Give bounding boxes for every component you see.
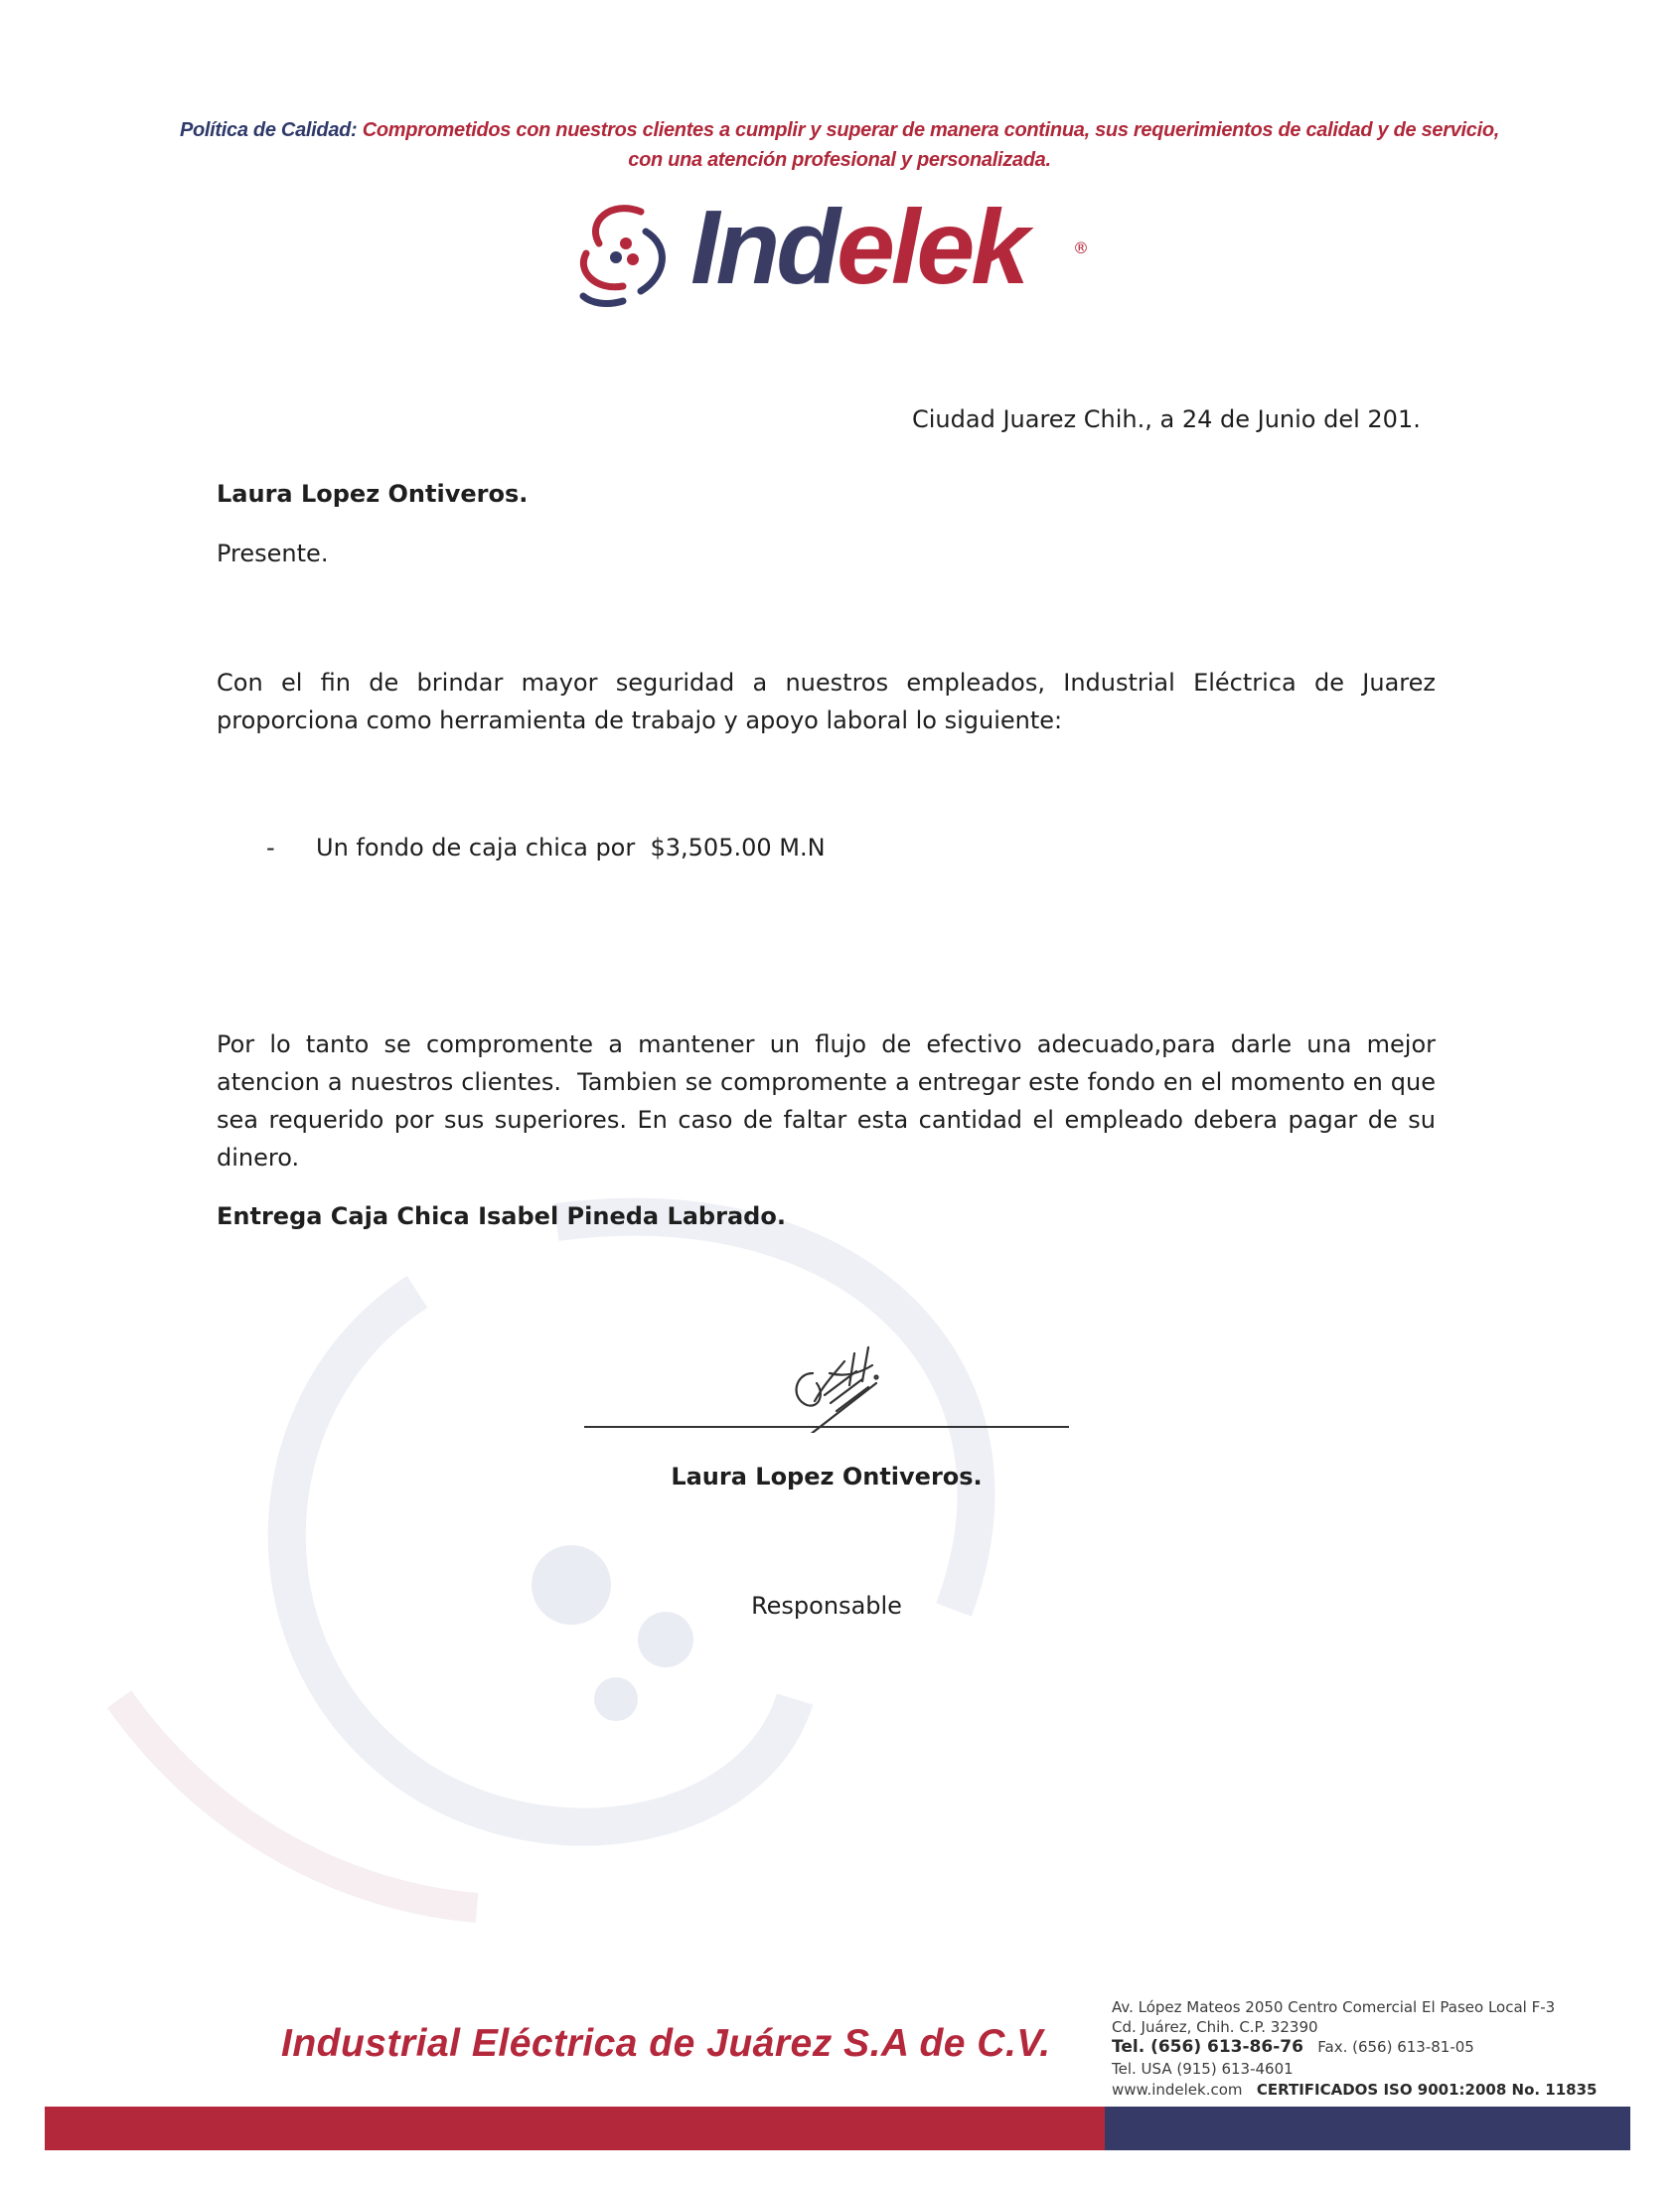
phone-number: Tel. (656) 613-86-76 bbox=[1112, 2037, 1303, 2057]
quality-policy-line2: con una atención profesional y personalizada. bbox=[628, 149, 1051, 171]
paragraph-intro: Con el fin de brindar mayor seguridad a nuestros empleados, Industrial Eléctrica de Juarez proporciona como herramienta de trabajo y apoyo laboral lo siguiente: bbox=[217, 669, 1436, 734]
handwritten-signature bbox=[785, 1343, 894, 1433]
iso-certification: CERTIFICADOS ISO 9001:2008 No. 11835 bbox=[1256, 2081, 1598, 2099]
phone-fax-line bbox=[1112, 2037, 1474, 2057]
paragraph-commitment: Por lo tanto se compromente a mantener un flujo de efectivo adecuado,para darle una mejor atencion a nuestros clientes. Tambien se compromente a entregar este fondo en el momento en que sea requerido por sus superiores. En caso de faltar esta cantidad el empleado debera pagar de su dinero. bbox=[217, 1030, 1444, 1172]
company-name: Industrial Eléctrica de Juárez S.A de C.V. bbox=[281, 2022, 1051, 2065]
signer-role: Responsable bbox=[751, 1592, 902, 1620]
bullet-item-petty-cash: Un fondo de caja chica por $3,505.00 M.N bbox=[316, 834, 826, 862]
recipient-name: Laura Lopez Ontiveros. bbox=[217, 480, 529, 508]
website-link[interactable]: www.indelek.com bbox=[1112, 2081, 1243, 2099]
signer-name: Laura Lopez Ontiveros. bbox=[671, 1463, 983, 1491]
indelek-wordmark: Indelek bbox=[690, 189, 1026, 306]
delivery-statement: Entrega Caja Chica Isabel Pineda Labrado. bbox=[217, 1202, 786, 1230]
indelek-logo bbox=[571, 187, 1108, 321]
quality-policy-line1 bbox=[119, 116, 1560, 144]
address-line1: Av. López Mateos 2050 Centro Comercial El Paseo Local F-3 bbox=[1112, 1998, 1556, 2016]
indelek-swirl-logo-icon bbox=[571, 192, 681, 311]
signature-line bbox=[584, 1426, 1069, 1428]
website-cert-line bbox=[1112, 2081, 1597, 2099]
bullet-dash: - bbox=[266, 834, 275, 862]
usa-phone: Tel. USA (915) 613-4601 bbox=[1112, 2060, 1294, 2078]
footer-blue-bar bbox=[1105, 2107, 1630, 2150]
address-line2: Cd. Juárez, Chih. C.P. 32390 bbox=[1112, 2018, 1318, 2036]
letter-date: Ciudad Juarez Chih., a 24 de Junio del 201. bbox=[912, 405, 1421, 433]
watermark-swirl bbox=[0, 1143, 1680, 2037]
footer-red-bar bbox=[45, 2107, 1105, 2150]
salutation: Presente. bbox=[217, 540, 329, 567]
registered-mark: ® bbox=[1073, 238, 1089, 257]
quality-policy-label: Política de Calidad: bbox=[179, 119, 358, 141]
quality-policy-text: Comprometidos con nuestros clientes a cumplir y superar de manera continua, sus requerimientos de calidad y de servicio, bbox=[362, 119, 1500, 141]
fax-number: Fax. (656) 613-81-05 bbox=[1317, 2038, 1474, 2056]
